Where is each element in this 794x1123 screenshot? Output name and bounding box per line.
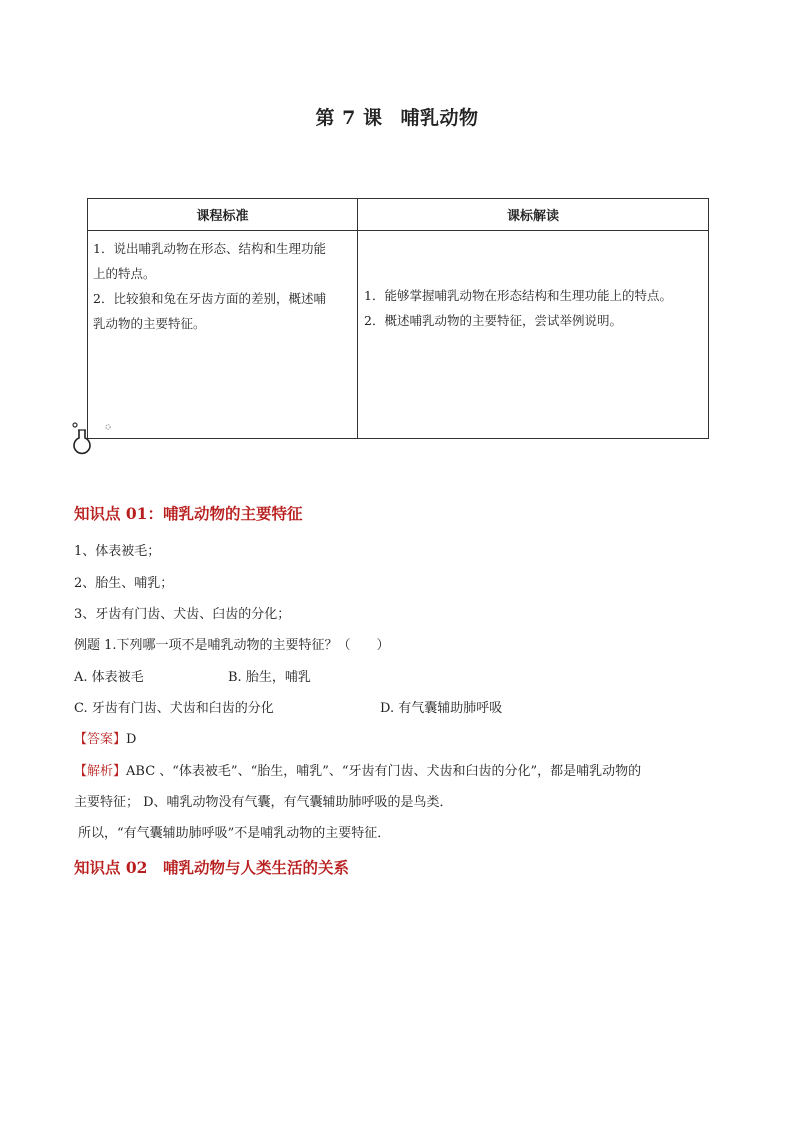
analysis-label: 【解析】 [74, 764, 127, 779]
interpretation-line: 2．概述哺乳动物的主要特征，尝试举例说明。 [364, 313, 622, 328]
feature-point-1: 1、体表被毛； [74, 544, 161, 559]
page-title [0, 103, 794, 130]
analysis-line-1 [74, 760, 641, 779]
section-heading-1: 知识点 01：哺乳动物的主要特征 [74, 504, 303, 523]
standard-line: 1．说出哺乳动物在形态、结构和生理功能 [93, 241, 326, 256]
interpretation-cell [358, 231, 709, 439]
answer-value: D [126, 732, 137, 747]
interpretation-line: 1．能够掌握哺乳动物在形态结构和生理功能上的特点。 [364, 288, 672, 303]
feature-point-2: 2、胎生、哺乳； [74, 576, 174, 591]
standards-cell [88, 231, 358, 439]
standard-line: 乳动物的主要特征。 [93, 316, 206, 331]
table-row [88, 231, 709, 439]
example-question: 例题 1.下列哪一项不是哺乳动物的主要特征？（ ） [74, 638, 390, 653]
analysis-line-3: 所以，“有气囊辅助肺呼吸”不是哺乳动物的主要特征． [78, 826, 391, 841]
section-heading-2: 知识点 02 哺乳动物与人类生活的关系 [74, 858, 349, 877]
curriculum-standards-table [87, 198, 709, 439]
column-header-standard: 课程标准 [88, 199, 358, 231]
option-c: C. 牙齿有门齿、犬齿和臼齿的分化 [74, 701, 274, 716]
answer-line [74, 728, 136, 747]
analysis-text-1: ABC 、“体表被毛”、“胎生，哺乳”、“牙齿有门齿、犬齿和臼齿的分化”，都是哺乳动物的 [126, 764, 642, 779]
flask-icon [70, 421, 120, 461]
table-header-row [88, 199, 709, 231]
lesson-name: 哺乳动物 [400, 107, 479, 129]
option-d: D. 有气囊辅助肺呼吸 [380, 701, 503, 716]
feature-point-3: 3、牙齿有门齿、犬齿、臼齿的分化； [74, 607, 291, 622]
answer-label: 【答案】 [74, 732, 127, 747]
lesson-number: 第 7 课 [315, 107, 383, 129]
option-b: B. 胎生，哺乳 [228, 670, 311, 685]
option-a: A. 体表被毛 [74, 670, 144, 685]
analysis-line-2: 主要特征； D、哺乳动物没有气囊，有气囊辅助肺呼吸的是鸟类． [74, 795, 453, 810]
standard-line: 2．比较狼和兔在牙齿方面的差别，概述哺 [93, 291, 326, 306]
column-header-interpretation: 课标解读 [358, 199, 709, 231]
standard-line: 上的特点。 [93, 266, 156, 281]
